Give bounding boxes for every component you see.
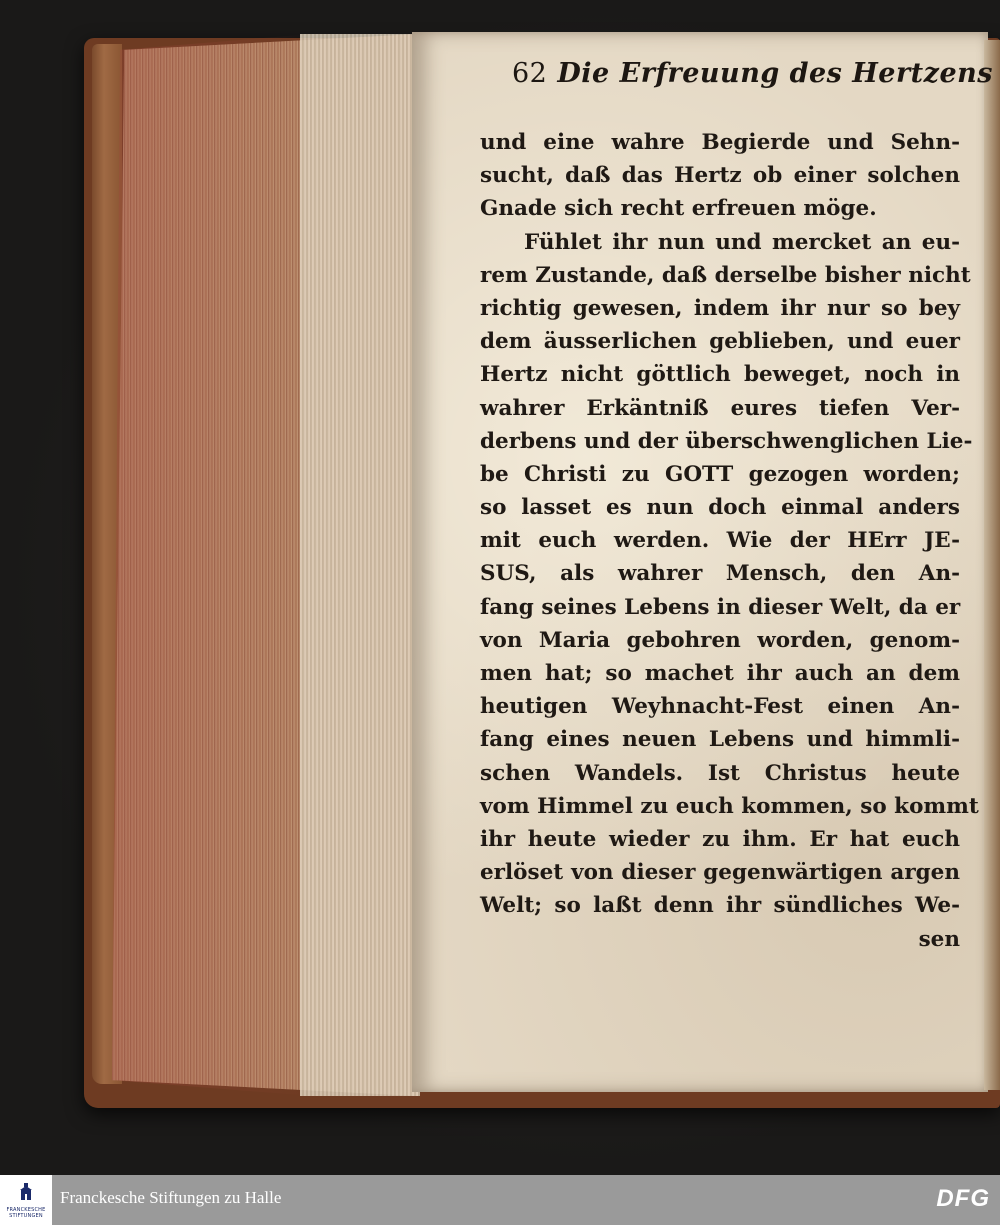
- text-line: wahrer Erkäntniß eures tiefen Ver-: [480, 395, 960, 421]
- text-line: richtig gewesen, indem ihr nur so bey: [480, 295, 960, 321]
- text-line: SUS, als wahrer Mensch, den An-: [480, 561, 960, 587]
- body-text: [480, 126, 979, 956]
- text-line: sucht, daß das Hertz ob einer solchen: [480, 163, 960, 189]
- text-line: heutigen Weyhnacht-Fest einen An-: [480, 694, 960, 720]
- text-line: erlöset von dieser gegenwärtigen argen: [480, 860, 960, 886]
- building-icon: [18, 1183, 34, 1201]
- logo-text: FRANCKESCHE STIFTUNGEN: [6, 1207, 46, 1219]
- running-head-title: Die Erfreuung des Hertzens: [557, 58, 993, 89]
- institution-link[interactable]: Franckesche Stiftungen zu Halle: [60, 1188, 282, 1207]
- text-line: Hertz nicht göttlich beweget, noch in: [480, 362, 960, 388]
- text-line: fang eines neuen Lebens und himmli-: [480, 727, 960, 753]
- franckesche-stiftungen-logo[interactable]: [0, 1175, 52, 1225]
- viewer-footer-bar: [0, 1175, 1000, 1225]
- text-line: ihr heute wieder zu ihm. Er hat euch: [480, 826, 960, 852]
- catchword: sen: [918, 926, 960, 952]
- text-line: men hat; so machet ihr auch an dem: [480, 661, 960, 686]
- text-line: rem Zustande, daß derselbe bisher nicht: [480, 262, 971, 288]
- text-line: fang seines Lebens in dieser Welt, da er: [480, 594, 961, 620]
- text-line: von Maria gebohren worden, genom-: [480, 627, 960, 653]
- page-stack: [300, 34, 420, 1096]
- text-line: Welt; so laßt denn ihr sündliches We-: [480, 893, 960, 919]
- page-number: 62: [512, 58, 548, 89]
- text-line: Gnade sich recht erfreuen möge.: [480, 196, 877, 222]
- text-line: vom Himmel zu euch kommen, so kommt: [480, 793, 979, 819]
- page-right-edge: [984, 40, 1000, 1090]
- text-line: derbens und der überschwenglichen Lie-: [480, 428, 973, 454]
- running-head: [512, 58, 993, 89]
- text-line: Fühlet ihr nun und mercket an eu-: [524, 229, 960, 255]
- dfg-logo[interactable]: DFG: [936, 1185, 990, 1212]
- text-line: schen Wandels. Ist Christus heute: [480, 760, 960, 786]
- text-line: mit euch werden. Wie der HErr JE-: [480, 528, 960, 554]
- text-line: und eine wahre Begierde und Sehn-: [480, 130, 960, 155]
- text-line: so lasset es nun doch einmal anders: [480, 495, 960, 521]
- page-block-shading: [112, 34, 312, 1096]
- text-line: dem äusserlichen geblieben, und euer: [480, 329, 960, 355]
- text-line: be Christi zu GOTT gezogen worden;: [480, 461, 960, 487]
